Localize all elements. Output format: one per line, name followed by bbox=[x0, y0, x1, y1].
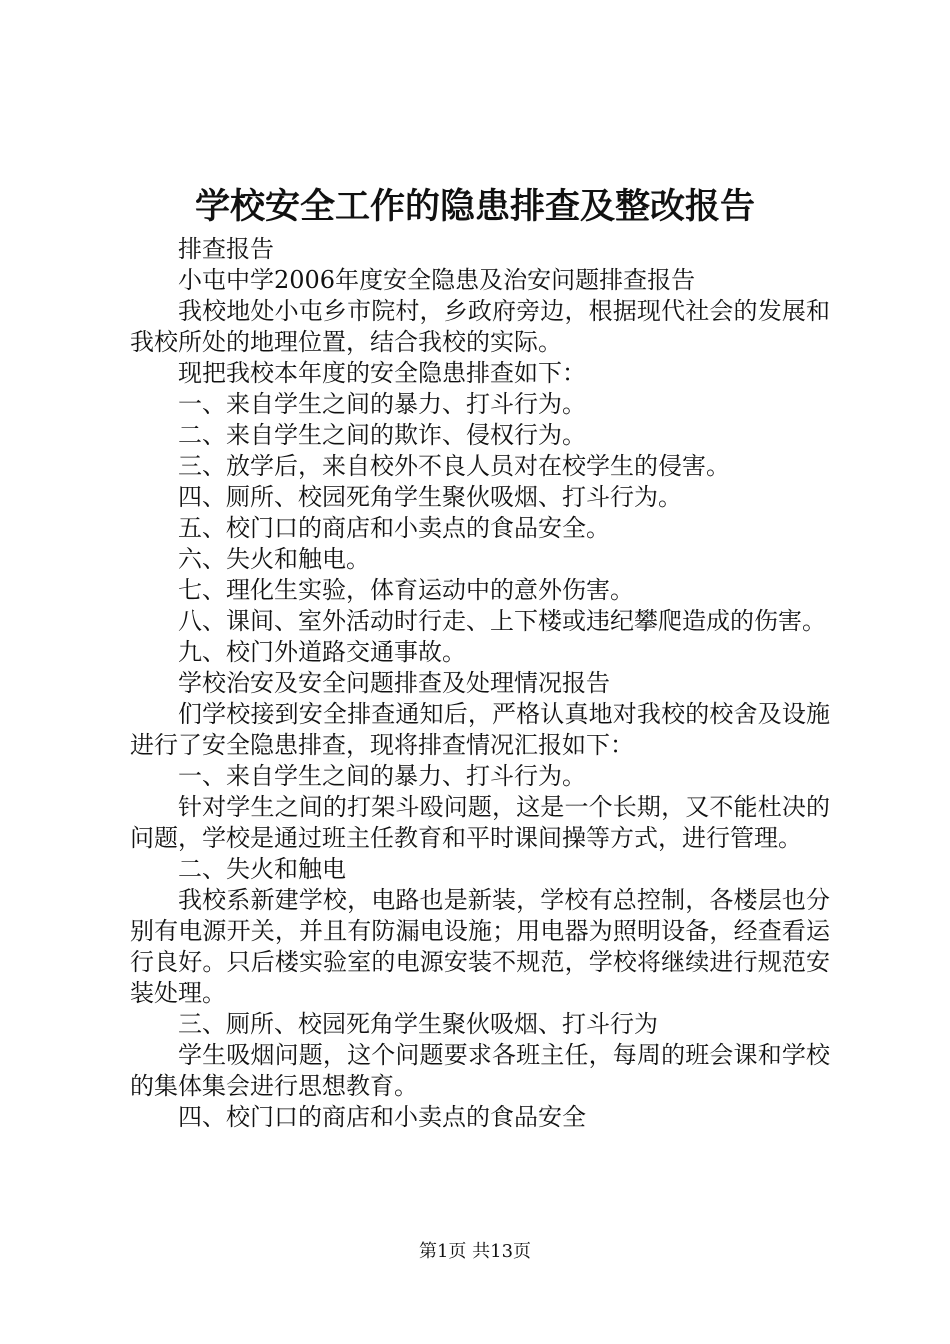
paragraph: 三、厕所、校园死角学生聚伙吸烟、打斗行为 bbox=[178, 1010, 658, 1038]
paragraph: 八、课间、室外活动时行走、上下楼或违纪攀爬造成的伤害。 bbox=[178, 607, 826, 635]
paragraph: 七、理化生实验，体育运动中的意外伤害。 bbox=[178, 576, 634, 604]
paragraph: 五、校门口的商店和小卖点的食品安全。 bbox=[178, 514, 610, 542]
paragraph: 学校治安及安全问题排查及处理情况报告 bbox=[178, 669, 610, 697]
paragraph: 针对学生之间的打架斗殴问题，这是一个长期，又不能杜决的问题，学校是通过班主任教育和平时课间操等方式，进行管理。 bbox=[130, 793, 830, 852]
document-body bbox=[130, 234, 830, 1133]
paragraph: 一、来自学生之间的暴力、打斗行为。 bbox=[178, 762, 586, 790]
paragraph: 二、失火和触电 bbox=[178, 855, 346, 883]
paragraph: 我校地处小屯乡市院村，乡政府旁边，根据现代社会的发展和我校所处的地理位置，结合我校的实际。 bbox=[130, 297, 830, 356]
paragraph: 九、校门外道路交通事故。 bbox=[178, 638, 466, 666]
paragraph: 三、放学后，来自校外不良人员对在校学生的侵害。 bbox=[178, 452, 730, 480]
paragraph: 们学校接到安全排查通知后，严格认真地对我校的校舍及设施进行了安全隐患排查，现将排查情况汇报如下： bbox=[130, 700, 830, 759]
paragraph: 学生吸烟问题，这个问题要求各班主任，每周的班会课和学校的集体集会进行思想教育。 bbox=[130, 1041, 830, 1100]
paragraph: 一、来自学生之间的暴力、打斗行为。 bbox=[178, 390, 586, 418]
paragraph: 四、厕所、校园死角学生聚伙吸烟、打斗行为。 bbox=[178, 483, 682, 511]
paragraph: 六、失火和触电。 bbox=[178, 545, 370, 573]
paragraph: 排查报告 bbox=[178, 235, 274, 263]
page-number-footer: 第1页 共13页 bbox=[418, 1241, 532, 1262]
document-title: 学校安全工作的隐患排查及整改报告 bbox=[194, 186, 755, 227]
paragraph: 小屯中学2006年度安全隐患及治安问题排查报告 bbox=[178, 266, 696, 294]
paragraph: 现把我校本年度的安全隐患排查如下： bbox=[178, 359, 586, 387]
paragraph: 四、校门口的商店和小卖点的食品安全 bbox=[178, 1103, 586, 1131]
paragraph: 我校系新建学校，电路也是新装，学校有总控制，各楼层也分别有电源开关，并且有防漏电设施；用电器为照明设备，经查看运行良好。只后楼实验室的电源安装不规范，学校将继续进行规范安装处理。 bbox=[130, 886, 830, 1007]
paragraph: 二、来自学生之间的欺诈、侵权行为。 bbox=[178, 421, 586, 449]
